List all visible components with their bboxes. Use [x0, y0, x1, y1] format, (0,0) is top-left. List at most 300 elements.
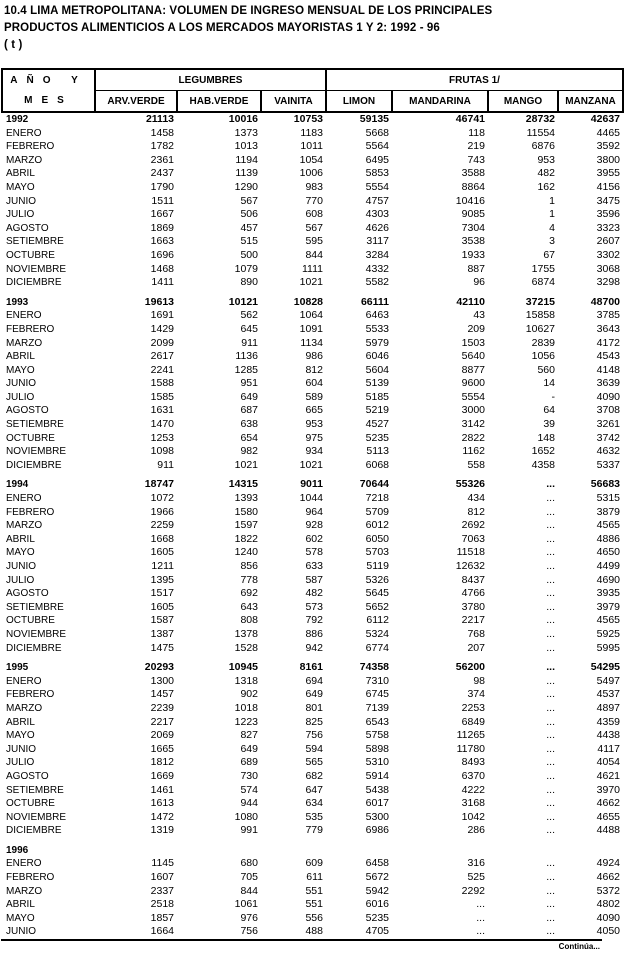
table-row — [2, 181, 623, 195]
month-label: ENERO — [6, 127, 42, 139]
table-cell: 2617 — [150, 350, 174, 363]
table-cell: 2069 — [150, 729, 174, 742]
table-cell: 5185 — [365, 390, 389, 403]
table-cell: 2518 — [150, 898, 174, 911]
table-row — [2, 702, 623, 716]
table-row — [2, 459, 623, 473]
table-cell: ... — [546, 641, 555, 654]
table-cell: 55326 — [455, 478, 485, 491]
table-cell: 10416 — [455, 194, 485, 207]
month-label: MARZO — [6, 702, 43, 714]
table-cell: 1517 — [150, 587, 174, 600]
table-cell: 5898 — [365, 742, 389, 755]
table-cell: ... — [546, 857, 555, 870]
table-cell: 5497 — [596, 674, 620, 687]
table-cell: ... — [546, 911, 555, 924]
table-cell: 1580 — [234, 505, 258, 518]
table-cell: 3596 — [596, 208, 620, 221]
table-cell: 682 — [305, 769, 323, 782]
table-cell: 5652 — [365, 600, 389, 613]
table-cell: 6495 — [365, 153, 389, 166]
table-cell: ... — [546, 715, 555, 728]
table-cell: 98 — [473, 674, 485, 687]
table-cell: 10945 — [228, 661, 258, 674]
table-cell: 70644 — [359, 478, 389, 491]
table-cell: 687 — [240, 404, 258, 417]
table-cell: ... — [546, 505, 555, 518]
table-cell: 11780 — [456, 742, 485, 755]
table-row — [2, 642, 623, 656]
table-cell: 4690 — [596, 573, 620, 586]
table-cell: 48700 — [590, 295, 620, 308]
table-cell: ... — [546, 688, 555, 701]
table-row — [2, 743, 623, 757]
table-cell: 856 — [240, 560, 258, 572]
table-row — [2, 871, 623, 885]
table-cell: 5703 — [365, 546, 389, 559]
table-cell: 595 — [305, 235, 323, 248]
table-cell: ... — [546, 661, 555, 674]
month-label: MARZO — [6, 885, 43, 897]
table-cell: 1869 — [150, 221, 174, 234]
table-cell: 4650 — [596, 546, 620, 559]
table-cell: 6543 — [365, 715, 389, 728]
table-cell: ... — [476, 898, 485, 911]
month-label: NOVIEMBRE — [6, 263, 67, 275]
table-cell: ... — [546, 756, 555, 769]
table-cell: 1755 — [531, 262, 555, 275]
table-cell: 1072 — [150, 492, 174, 505]
table-row — [2, 127, 623, 141]
table-cell: 633 — [305, 560, 323, 572]
table-row — [2, 195, 623, 209]
title-unit: ( t ) — [4, 39, 23, 51]
table-row — [2, 546, 623, 560]
table-row — [2, 276, 623, 290]
table-cell: 643 — [240, 600, 258, 613]
table-cell: 604 — [305, 377, 323, 390]
table-cell: 665 — [305, 404, 323, 417]
column-header: MANGO — [488, 91, 558, 113]
bottom-rule — [1, 939, 602, 941]
table-body — [2, 112, 623, 939]
table-cell: 10828 — [293, 295, 323, 308]
table-cell: 5235 — [365, 431, 389, 444]
table-cell: 1318 — [234, 674, 258, 687]
table-cell: 4465 — [596, 126, 620, 139]
month-label: JUNIO — [6, 926, 36, 938]
table-cell: 1064 — [299, 309, 323, 322]
table-cell: 1607 — [150, 871, 174, 884]
table-cell: 2822 — [461, 431, 485, 444]
table-cell: 4054 — [596, 756, 620, 769]
table-cell: 4148 — [596, 363, 620, 376]
table-cell: 3538 — [461, 235, 485, 248]
table-cell: 1061 — [234, 898, 258, 911]
table-cell: 1091 — [299, 322, 323, 335]
table-cell: 3142 — [461, 418, 485, 431]
year-label: 1994 — [6, 479, 29, 491]
table-cell: 6017 — [365, 797, 389, 810]
table-cell: 4621 — [596, 769, 620, 782]
table-cell: 5914 — [365, 769, 389, 782]
table-cell: 1588 — [150, 377, 174, 390]
table-cell: 3592 — [596, 140, 620, 153]
table-cell: 54295 — [590, 661, 620, 674]
table-cell: 567 — [305, 221, 323, 234]
table-cell: 148 — [537, 431, 555, 444]
table-cell: 778 — [240, 573, 258, 586]
table-row — [2, 614, 623, 628]
table-cell — [177, 844, 261, 858]
table-row — [2, 797, 623, 811]
table-cell: 4886 — [596, 532, 620, 545]
group-header-frutas: FRUTAS 1/ — [326, 69, 623, 91]
table-cell: 934 — [305, 445, 323, 458]
table-cell: 602 — [305, 532, 323, 545]
table-cell: 5925 — [596, 627, 620, 640]
table-cell: 1664 — [150, 925, 174, 938]
table-cell: 3643 — [596, 322, 620, 335]
table-row — [2, 898, 623, 912]
month-label: OCTUBRE — [6, 615, 55, 627]
month-label: ENERO — [6, 858, 42, 870]
table-cell: 3879 — [596, 505, 620, 518]
table-cell: 609 — [305, 857, 323, 870]
table-cell: 3302 — [596, 248, 620, 261]
table-cell: 692 — [240, 587, 258, 600]
table-cell: 3970 — [596, 783, 620, 796]
month-label: JULIO — [6, 391, 35, 403]
table-cell: 4626 — [365, 221, 389, 234]
table-cell: 986 — [305, 350, 323, 363]
table-cell: 1933 — [461, 248, 485, 261]
year-total-row — [2, 296, 623, 310]
table-cell: 1461 — [150, 783, 174, 796]
table-cell: 2361 — [150, 153, 174, 166]
month-label: JUNIO — [6, 195, 36, 207]
table-cell: ... — [546, 701, 555, 714]
table-cell: ... — [546, 478, 555, 491]
data-table — [1, 68, 624, 939]
table-cell — [392, 844, 488, 858]
table-cell: 2217 — [461, 614, 485, 627]
table-cell: 2217 — [150, 715, 174, 728]
year-total-row — [2, 478, 623, 492]
table-cell: 4802 — [596, 898, 620, 911]
table-cell: 74358 — [359, 661, 389, 674]
table-cell: 1223 — [234, 715, 258, 728]
table-cell: 1667 — [150, 208, 174, 221]
table-cell: 1782 — [150, 140, 174, 153]
month-label: JUNIO — [6, 561, 36, 572]
table-cell — [558, 844, 623, 858]
table-cell: 770 — [305, 194, 323, 207]
table-cell: 705 — [240, 871, 258, 884]
table-cell: 964 — [305, 505, 323, 518]
table-cell: 9600 — [461, 377, 485, 390]
table-row — [2, 167, 623, 181]
table-cell: 1240 — [234, 546, 258, 559]
table-cell: 649 — [305, 688, 323, 701]
table-cell: 1 — [549, 194, 555, 207]
month-label: MARZO — [6, 154, 43, 166]
table-row — [2, 587, 623, 601]
table-cell: 4090 — [596, 390, 620, 403]
table-cell: ... — [476, 925, 485, 938]
table-row — [2, 770, 623, 784]
table-cell: 1668 — [150, 532, 174, 545]
table-cell: 18747 — [144, 478, 174, 491]
table-cell: 56200 — [455, 661, 485, 674]
table-row — [2, 811, 623, 825]
table-cell: 8437 — [461, 573, 485, 586]
table-cell: 1663 — [150, 235, 174, 248]
table-cell: 4565 — [596, 614, 620, 627]
table-cell: 14 — [543, 377, 555, 390]
table-cell: 975 — [305, 431, 323, 444]
table-row — [2, 533, 623, 547]
table-row — [2, 716, 623, 730]
table-cell: 5310 — [365, 756, 389, 769]
continua-note: Continúa... — [558, 942, 600, 951]
table-cell: 558 — [467, 458, 485, 471]
table-cell: 1696 — [150, 248, 174, 261]
table-cell: 1605 — [150, 600, 174, 613]
table-cell: 801 — [305, 701, 323, 714]
table-cell: 4527 — [365, 418, 389, 431]
table-cell: 5564 — [365, 140, 389, 153]
column-header: HAB.VERDE — [177, 91, 261, 113]
month-label: SETIEMBRE — [6, 419, 64, 431]
month-label: ABRIL — [6, 351, 35, 363]
month-label: JULIO — [6, 209, 35, 221]
month-label: ENERO — [6, 493, 42, 505]
table-cell: 890 — [240, 276, 258, 289]
table-cell: 3742 — [596, 431, 620, 444]
table-row — [2, 309, 623, 323]
table-cell: 56683 — [590, 478, 620, 491]
month-label: FEBRERO — [6, 141, 55, 153]
table-cell: 565 — [305, 756, 323, 769]
table-cell: 1042 — [461, 810, 485, 823]
table-cell: 5315 — [596, 492, 620, 505]
table-cell: 500 — [240, 248, 258, 261]
table-cell: 4499 — [596, 560, 620, 572]
table-cell: 1587 — [150, 614, 174, 627]
month-label: AGOSTO — [6, 588, 49, 600]
month-label: ABRIL — [6, 716, 35, 728]
table-cell: 812 — [467, 505, 485, 518]
table-cell: 2292 — [461, 884, 485, 897]
table-cell: 827 — [240, 729, 258, 742]
table-cell: ... — [546, 797, 555, 810]
table-cell: 1691 — [150, 309, 174, 322]
table-cell: 2337 — [150, 884, 174, 897]
table-cell: 983 — [305, 180, 323, 193]
stub-header-bottom: MES — [2, 91, 95, 113]
table-cell: 21113 — [145, 113, 174, 125]
table-cell: 4438 — [596, 729, 620, 742]
month-label: MARZO — [6, 337, 43, 349]
table-row — [2, 492, 623, 506]
table-cell: 1373 — [234, 126, 258, 139]
table-cell: 1613 — [150, 797, 174, 810]
month-label: ABRIL — [6, 168, 35, 180]
table-cell: ... — [546, 898, 555, 911]
month-label: FEBRERO — [6, 872, 55, 884]
table-cell: 64 — [543, 404, 555, 417]
table-cell: 887 — [467, 262, 485, 275]
table-cell: 808 — [240, 614, 258, 627]
table-row — [2, 263, 623, 277]
table-cell: 4358 — [531, 458, 555, 471]
table-cell: 1857 — [150, 911, 174, 924]
table-cell: 5942 — [365, 884, 389, 897]
table-cell: 10016 — [228, 113, 258, 125]
column-header: ARV.VERDE — [95, 91, 177, 113]
table-cell: 6774 — [365, 641, 389, 654]
table-row — [2, 391, 623, 405]
table-title — [4, 3, 492, 54]
table-cell: 5337 — [596, 458, 620, 471]
year-label: 1992 — [6, 114, 29, 125]
table-cell: 1475 — [150, 641, 174, 654]
table-cell: 1511 — [151, 194, 174, 207]
table-cell: 1605 — [150, 546, 174, 559]
month-label: JUNIO — [6, 378, 36, 390]
table-cell: 4090 — [596, 911, 620, 924]
column-header: MANZANA — [558, 91, 623, 113]
table-cell: 5235 — [365, 911, 389, 924]
table-cell: 1393 — [234, 492, 258, 505]
month-label: DICIEMBRE — [6, 825, 62, 837]
month-label: DICIEMBRE — [6, 277, 62, 289]
table-cell: 4172 — [596, 336, 620, 349]
table-row — [2, 560, 623, 574]
table-cell: 1285 — [234, 363, 258, 376]
table-row — [2, 249, 623, 263]
table-cell: 316 — [467, 857, 485, 870]
month-label: JULIO — [6, 574, 35, 586]
table-cell: 4359 — [596, 715, 620, 728]
table-cell: 1597 — [234, 519, 258, 532]
table-cell: 6046 — [365, 350, 389, 363]
month-label: SETIEMBRE — [6, 784, 64, 796]
table-row — [2, 784, 623, 798]
month-label: AGOSTO — [6, 405, 49, 417]
table-cell: 1098 — [150, 445, 174, 458]
table-cell: 4117 — [597, 742, 620, 755]
table-cell: 844 — [240, 884, 258, 897]
table-cell: 756 — [305, 729, 323, 742]
table-cell: 1669 — [150, 769, 174, 782]
table-cell: 2607 — [596, 235, 620, 248]
table-cell: 1136 — [235, 350, 258, 363]
table-cell: 6112 — [366, 614, 389, 627]
table-cell: 611 — [306, 871, 323, 884]
table-cell: ... — [546, 810, 555, 823]
table-cell: 2437 — [150, 167, 174, 180]
table-cell: 951 — [240, 377, 258, 390]
table-cell: 689 — [240, 756, 258, 769]
table-cell: 4662 — [596, 797, 620, 810]
table-cell: 942 — [305, 641, 323, 654]
table-cell: 4924 — [596, 857, 620, 870]
table-cell: 515 — [240, 235, 258, 248]
table-cell: 578 — [305, 546, 323, 559]
table-cell: 844 — [305, 248, 323, 261]
table-cell: 638 — [240, 418, 258, 431]
table-cell: 5668 — [365, 126, 389, 139]
table-cell: 66111 — [360, 295, 389, 308]
month-label: OCTUBRE — [6, 432, 55, 444]
table-cell: 3475 — [596, 194, 620, 207]
table-row — [2, 574, 623, 588]
table-cell: 2253 — [461, 701, 485, 714]
month-label: FEBRERO — [6, 323, 55, 335]
table-cell: 5758 — [365, 729, 389, 742]
table-cell: 219 — [467, 140, 485, 153]
table-cell: 207 — [467, 641, 485, 654]
table-cell: 1006 — [299, 167, 323, 180]
table-cell: 3588 — [461, 167, 485, 180]
month-label: AGOSTO — [6, 222, 49, 234]
table-cell: 4766 — [461, 587, 485, 600]
table-row — [2, 377, 623, 391]
table-row — [2, 222, 623, 236]
table-cell: ... — [476, 911, 485, 924]
table-row — [2, 601, 623, 615]
table-cell: 5554 — [461, 390, 485, 403]
table-cell: 8864 — [461, 180, 485, 193]
table-cell: 1470 — [150, 418, 174, 431]
table-cell: 10627 — [525, 322, 555, 335]
table-cell: ... — [546, 884, 555, 897]
table-cell: 4050 — [596, 925, 620, 938]
table-cell: 1429 — [150, 322, 174, 335]
table-cell: 3800 — [596, 153, 620, 166]
table-cell: 1503 — [461, 336, 485, 349]
table-cell: 1162 — [462, 445, 485, 458]
table-row — [2, 885, 623, 899]
table-cell: 3168 — [461, 797, 485, 810]
table-cell: ... — [546, 532, 555, 545]
table-cell: 1387 — [150, 627, 174, 640]
table-cell: 15858 — [525, 309, 555, 322]
table-cell: 118 — [468, 126, 485, 139]
table-cell: 645 — [240, 322, 258, 335]
table-cell: ... — [546, 573, 555, 586]
table-cell: 43 — [473, 309, 485, 322]
table-cell: 3284 — [365, 248, 389, 261]
table-cell: 1183 — [300, 126, 323, 139]
table-cell: 1139 — [235, 167, 258, 180]
table-cell: 7304 — [461, 221, 485, 234]
table-cell: 39 — [543, 418, 555, 431]
table-cell: 1822 — [234, 532, 258, 545]
month-label: SETIEMBRE — [6, 601, 64, 613]
table-cell: 2241 — [150, 363, 174, 376]
table-cell: 1080 — [234, 810, 258, 823]
table-cell: 649 — [240, 742, 258, 755]
table-cell: ... — [546, 925, 555, 938]
table-cell: ... — [546, 824, 555, 837]
table-cell: 4 — [549, 221, 555, 234]
table-cell: 209 — [467, 322, 485, 335]
table-cell: 6016 — [365, 898, 389, 911]
table-cell: 556 — [305, 911, 323, 924]
